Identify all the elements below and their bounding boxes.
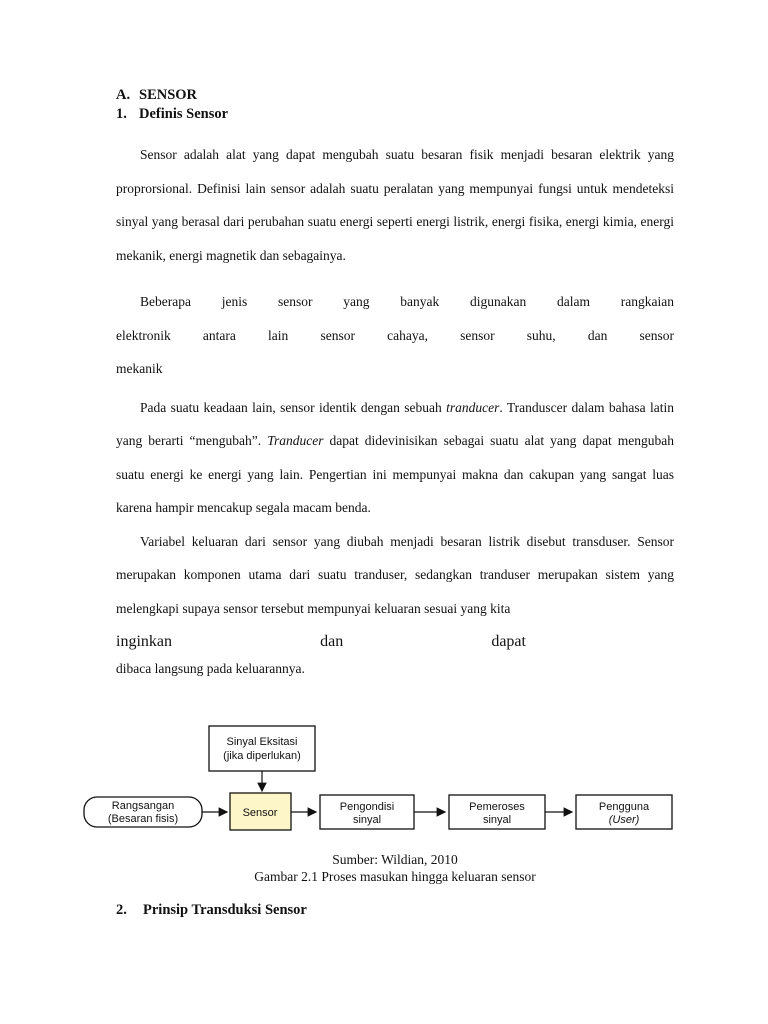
sensor-process-diagram [80,716,678,842]
paragraph-3-text-2: . Tranduscer dalam bahasa latin yang berarti “mengubah”. [116,399,674,448]
heading-a [116,86,674,105]
user-label-2: (User) [608,814,640,826]
word-dan: dan [320,633,344,650]
figure-caption: Gambar 2.1 Proses masukan hingga keluaran sensor [254,869,536,884]
heading-2-number: 2. [116,902,127,918]
diagram-svg [80,716,678,842]
user-box [576,795,672,829]
sensor-box [230,793,291,830]
paragraph-2-line-2: elektronik antara lain sensor cahaya, sensor suhu, dan sensor [116,327,674,343]
heading-1-text: Definis Sensor [139,106,229,122]
conditioning-box [320,795,414,829]
conditioning-label-2: sinyal [352,814,382,826]
paragraph-3 [116,391,674,525]
paragraph-4-spread-line [116,625,526,659]
user-label-1: Pengguna [598,801,650,813]
paragraph-3-italic-2: Tranducer [267,433,324,448]
heading-a-text: SENSOR [139,87,198,103]
excitation-label-2: (jika diperlukan) [223,750,301,762]
processing-label-2: sinyal [482,814,512,826]
stimulus-label-1: Rangsangan [111,800,175,812]
processing-box [449,795,545,829]
paragraph-3-italic-1: tranducer [446,399,500,415]
heading-2-text: Prinsip Transduksi Sensor [143,902,307,918]
sensor-label: Sensor [242,807,278,819]
paragraph-4-last-line: dibaca langsung pada keluarannya. [116,660,305,676]
heading-a-number: A. [116,87,131,103]
paragraph-3-text-3: dapat didevinisikan sebagai suatu alat yang dapat mengubah suatu energi ke energi yang lain. Pengertian ini mempunyai makna dan cakupan yang sangat luas karena hampir mencakup segala macam benda. [116,433,674,515]
heading-1 [116,105,674,124]
heading-2 [116,902,307,919]
paragraph-4 [116,525,674,679]
paragraph-2-line-1: Beberapa jenis sensor yang banyak digunakan dalam rangkaian [140,294,674,309]
paragraph-1: Sensor adalah alat yang dapat mengubah suatu besaran fisik menjadi besaran elektrik yang proprorsional. Definisi lain sensor adalah suatu peralatan yang mempunyai fungsi untuk mendeteksi sinyal yang berasal dari perubahan suatu energi seperti energi listrik, energi fisika, energi kimia, energi mekanik, energi magnetik dan sebagainya. [116,147,674,263]
stimulus-label-2: (Besaran fisis) [107,813,179,825]
paragraph-2 [116,285,674,386]
stimulus-box [84,797,202,827]
excitation-box [209,726,315,771]
paragraph-2-line-3: mekanik [116,361,163,376]
paragraph-4-body: Variabel keluaran dari sensor yang diubah menjadi besaran listrik disebut transduser. Sensor merupakan komponen utama dari suatu tranduser, sedangkan tranduser merupakan sistem yang melengkapi supaya sensor tersebut mempunyai keluaran sesuai yang kita [116,533,674,616]
conditioning-label-1: Pengondisi [339,801,395,813]
processing-label-1: Pemeroses [469,801,525,813]
paragraph-3-text-1: Pada suatu keadaan lain, sensor identik dengan sebuah [140,399,447,415]
word-inginkan: inginkan [116,633,172,650]
excitation-label-1: Sinyal Eksitasi [226,736,298,748]
document-body [116,86,674,679]
heading-1-number: 1. [116,106,127,122]
word-dapat: dapat [491,633,526,650]
figure-source: Sumber: Wildian, 2010 [332,852,458,867]
